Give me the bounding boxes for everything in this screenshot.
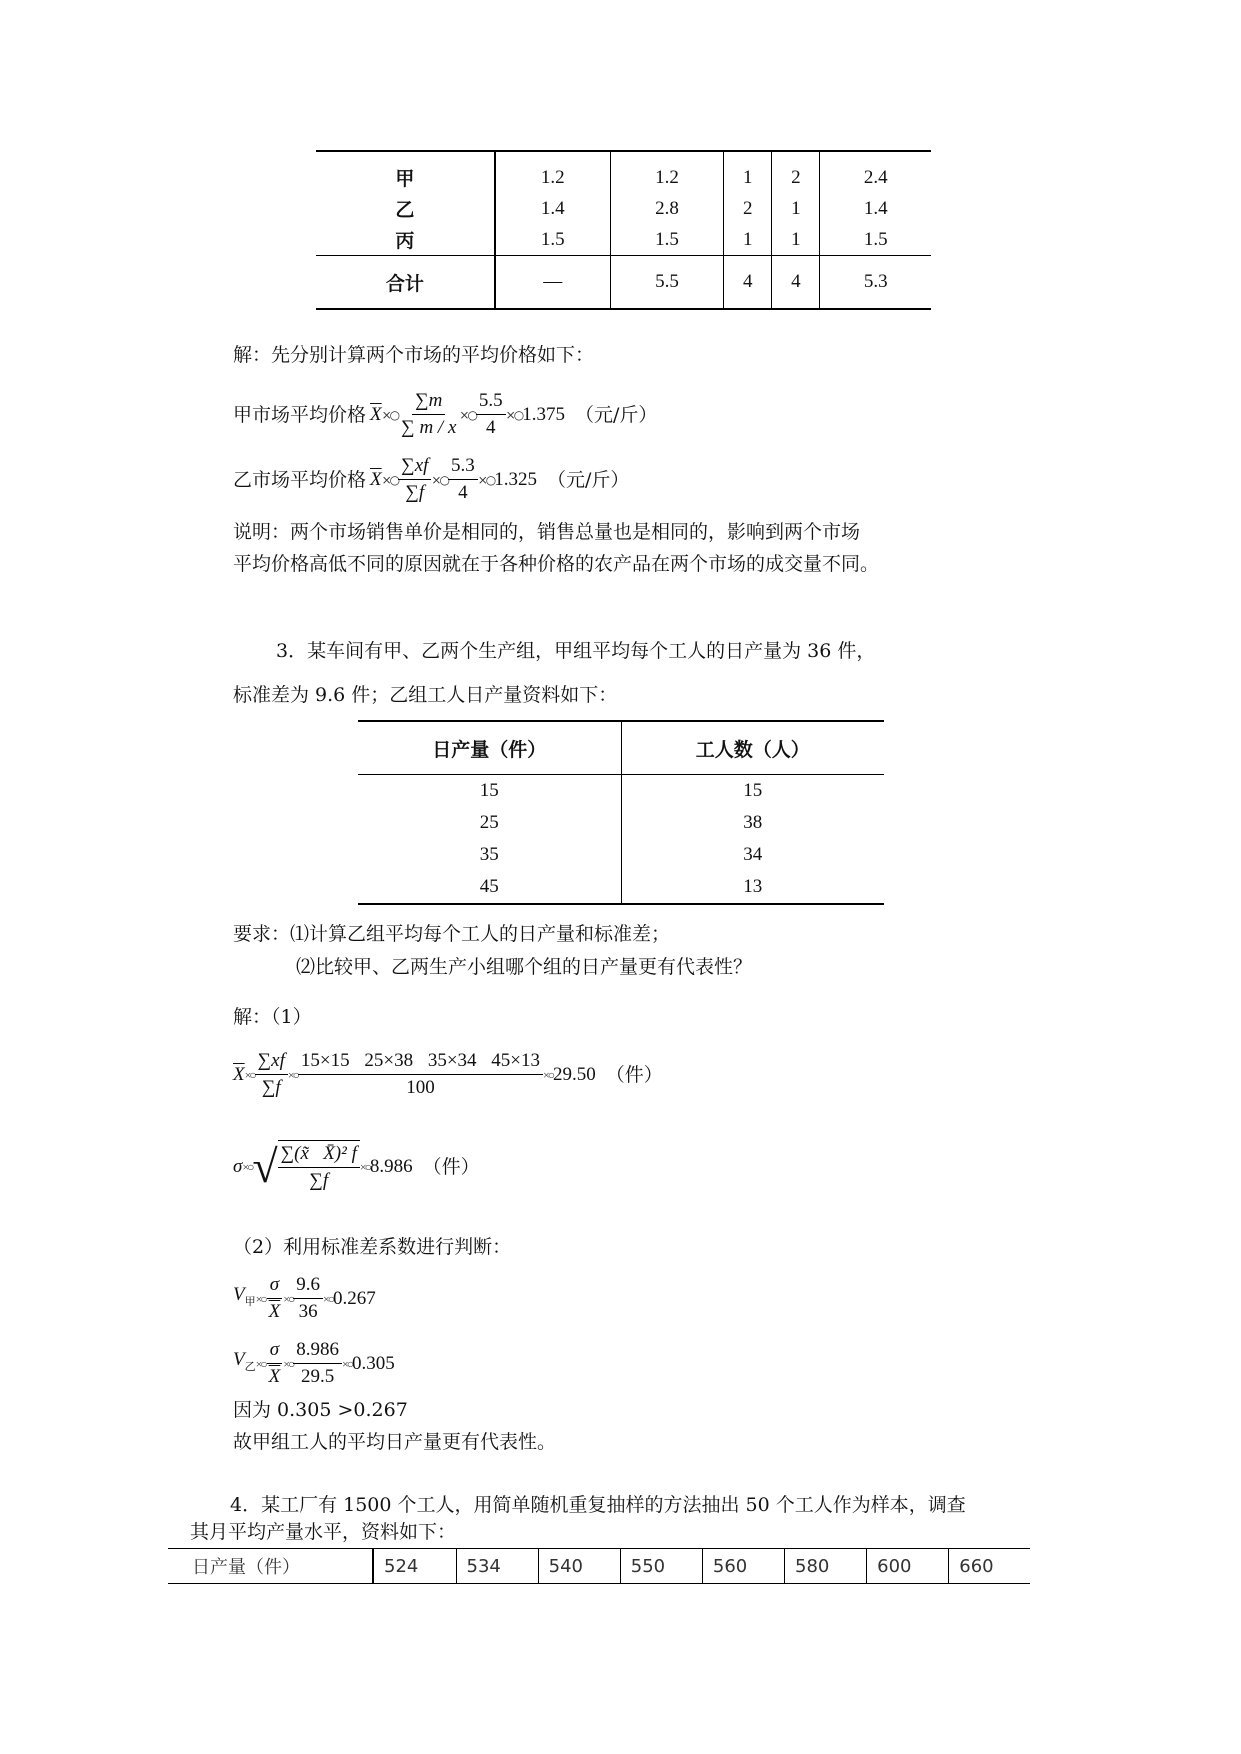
table-row: 15 15 xyxy=(358,775,884,808)
requirement-2: ⑵比较甲、乙两生产小组哪个组的日产量更有代表性？ xyxy=(296,956,753,978)
solution-intro: 解：先分别计算两个市场的平均价格如下： xyxy=(233,344,595,366)
formula-mean: $\overline{X}$ ×○ $\frac{\sum xf}{\sum f}$ ×○ $\frac{15\times 15 25\times 38 35\times 34 45\times 13}{100}$ ×○ 29.50 （件） xyxy=(233,1050,663,1098)
formula-v-yi: $V_乙$ ×○ $\frac{\sigma}{X}$ ×○ $\frac{8.986}{29.5}$ ×○ 0.305 xyxy=(233,1339,395,1387)
market-price-table xyxy=(316,150,931,310)
table-row: 25 38 xyxy=(358,807,884,839)
sample-output-table xyxy=(168,1548,1030,1584)
table-row: 丙 1.5 1.5 1 1 1.5 xyxy=(316,224,931,256)
formula-v-jia: $V_甲$ ×○ $\frac{\sigma}{X}$ ×○ $\frac{9.6}{36}$ ×○ 0.267 xyxy=(233,1274,376,1322)
table-row: 甲 1.2 1.2 1 2 2.4 xyxy=(316,162,931,193)
solution-head: 解：（1） xyxy=(233,1006,312,1028)
conclusion-statement: 故甲组工人的平均日产量更有代表性。 xyxy=(233,1431,557,1453)
problem4-line2: 其月平均产量水平，资料如下： xyxy=(190,1521,457,1543)
sqrt-icon: √ xyxy=(252,1141,278,1192)
requirement-1: 要求：⑴计算乙组平均每个工人的日产量和标准差； xyxy=(233,923,671,945)
problem3-line2: 标准差为 9.6 件；乙组工人日产量资料如下： xyxy=(233,684,618,706)
formula-yi-average: 乙市场平均价格 $\overline{X}$ ×○ $\frac{\sum xf}{\sum f}$ ×○ $\frac{5.3}{4}$ ×○ 1.325 （元/斤） xyxy=(233,455,630,503)
table-row: 35 34 xyxy=(358,839,884,871)
formula-jia-average: 甲市场平均价格 $\overline{X}$ ×○ $\frac{\sum m}{\sum m / x}$ ×○ $\frac{5.5}{4}$ ×○ 1.375 （元/斤） xyxy=(233,390,658,438)
problem4-line1: 4．某工厂有 1500 个工人，用简单随机重复抽样的方法抽出 50 个工人作为样本，调查 xyxy=(230,1494,966,1516)
table-total-row: 合计 — 5.5 4 4 5.3 xyxy=(316,256,931,310)
problem3-line1: 3．某车间有甲、乙两个生产组，甲组平均每个工人的日产量为 36 件， xyxy=(276,640,876,662)
table-row: 45 13 xyxy=(358,871,884,904)
daily-output-table xyxy=(358,720,884,905)
formula-std-dev: σ ×○ √ $\frac{\text{∑(x̃ X̄)² f}}{\sum f}$ ×○ 8.986 （件） xyxy=(233,1141,480,1192)
because-statement: 因为 0.305 >0.267 xyxy=(233,1399,408,1421)
table-header-row: 日产量（件） 工人数（人） xyxy=(358,721,884,775)
note-line-1: 说明：两个市场销售单价是相同的，销售总量也是相同的，影响到两个市场 xyxy=(233,521,861,543)
note-line-2: 平均价格高低不同的原因就在于各种价格的农产品在两个市场的成交量不同。 xyxy=(233,553,880,575)
table-row: 日产量（件） 524 534 540 550 560 580 600 660 xyxy=(168,1549,1030,1584)
table-row: 乙 1.4 2.8 2 1 1.4 xyxy=(316,193,931,224)
part2-heading: （2）利用标准差系数进行判断： xyxy=(233,1236,512,1258)
